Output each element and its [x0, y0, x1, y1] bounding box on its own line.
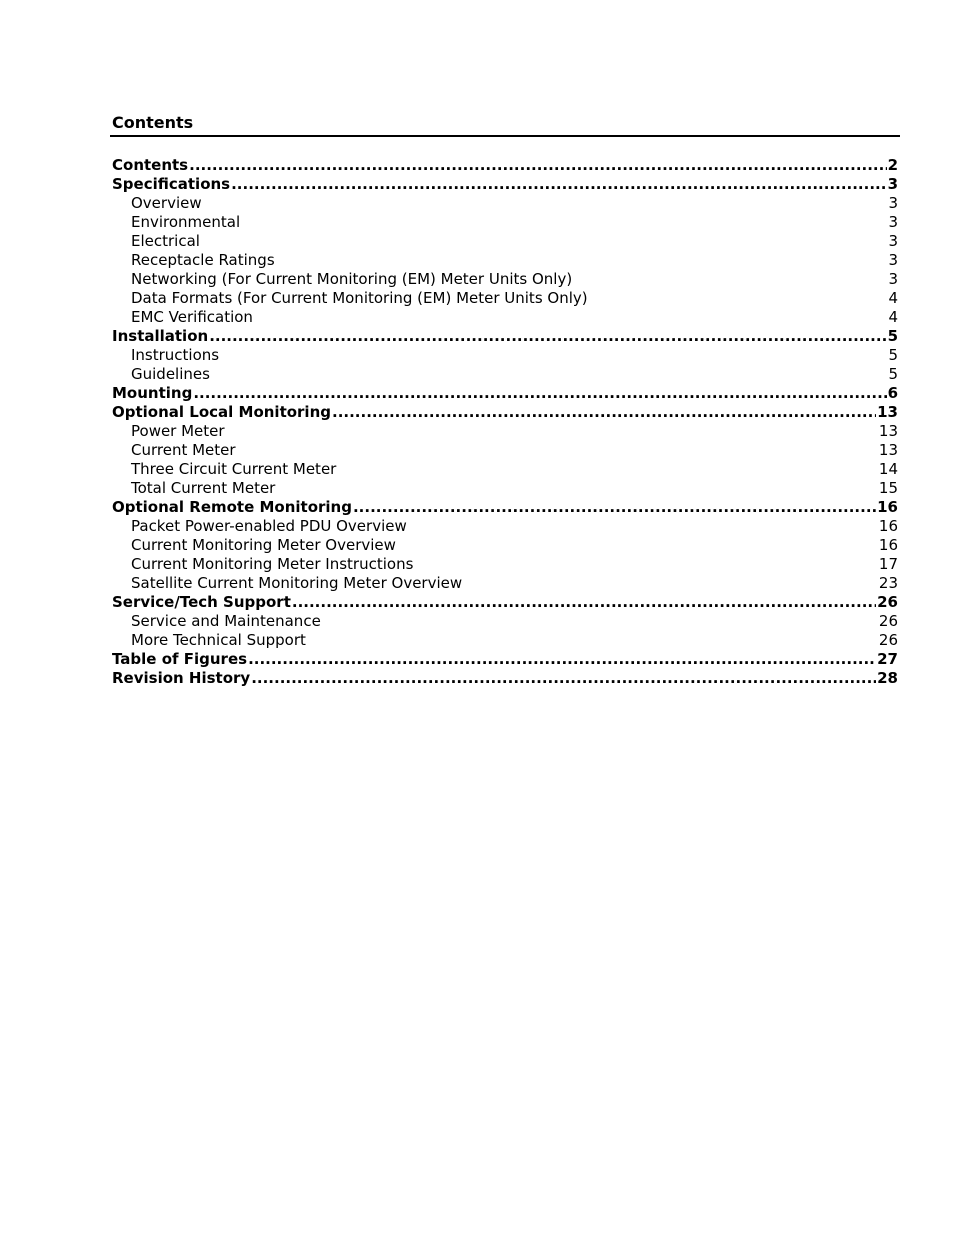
- toc-entry-label: Three Circuit Current Meter: [131, 460, 337, 478]
- toc-page-number: 16: [878, 536, 898, 554]
- page-title: Contents: [112, 113, 194, 132]
- toc-dot-leader: [332, 403, 876, 422]
- toc-page-number: 13: [877, 403, 898, 421]
- toc-entry-label: Receptacle Ratings: [131, 251, 275, 269]
- toc-page-number: 3: [888, 194, 898, 212]
- toc-entry-label: Environmental: [131, 213, 241, 231]
- toc-page-number: 16: [877, 498, 898, 516]
- toc-entry-label: Data Formats (For Current Monitoring (EM) Meter Units Only): [131, 289, 588, 307]
- toc-entry-label: Current Meter: [131, 441, 236, 459]
- toc-subsection-link[interactable]: [112, 213, 898, 232]
- toc-page-number: 3: [888, 251, 898, 269]
- toc-page-number: 5: [887, 327, 898, 345]
- toc-subsection-link[interactable]: [112, 308, 898, 327]
- toc-section-link[interactable]: [112, 593, 898, 612]
- toc-page-number: 16: [878, 517, 898, 535]
- toc-dot-leader: [231, 175, 886, 194]
- toc-subsection-link[interactable]: [112, 536, 898, 555]
- toc-entry-label: Overview: [131, 194, 202, 212]
- toc-page-number: 23: [878, 574, 898, 592]
- toc-subsection-link[interactable]: [112, 346, 898, 365]
- toc-subsection-link[interactable]: [112, 574, 898, 593]
- toc-subsection-link[interactable]: [112, 631, 898, 650]
- toc-dot-leader: [193, 384, 886, 403]
- toc-section-link[interactable]: [112, 384, 898, 403]
- toc-page-number: 6: [887, 384, 898, 402]
- toc-dot-leader: [209, 327, 886, 346]
- toc-entry-label: Service/Tech Support: [112, 593, 291, 611]
- toc-entry-label: Mounting: [112, 384, 193, 402]
- toc-subsection-link[interactable]: [112, 194, 898, 213]
- toc-section-link[interactable]: [112, 327, 898, 346]
- toc-section-link[interactable]: [112, 669, 898, 688]
- toc-entry-label: Table of Figures: [112, 650, 248, 668]
- toc-page-number: 3: [888, 232, 898, 250]
- toc-section-link[interactable]: [112, 650, 898, 669]
- toc-entry-label: Specifications: [112, 175, 231, 193]
- toc-page-number: 17: [878, 555, 898, 573]
- toc-subsection-link[interactable]: [112, 441, 898, 460]
- toc-page-number: 26: [877, 593, 898, 611]
- title-divider: [110, 135, 900, 137]
- toc-subsection-link[interactable]: [112, 270, 898, 289]
- toc-entry-label: Optional Local Monitoring: [112, 403, 331, 421]
- toc-entry-label: Current Monitoring Meter Overview: [131, 536, 396, 554]
- toc-entry-label: Electrical: [131, 232, 200, 250]
- toc-entry-label: Contents: [112, 156, 189, 174]
- toc-page-number: 3: [888, 213, 898, 231]
- toc-entry-label: Total Current Meter: [131, 479, 276, 497]
- toc-entry-label: Installation: [112, 327, 209, 345]
- toc-subsection-link[interactable]: [112, 365, 898, 384]
- toc-subsection-link[interactable]: [112, 612, 898, 631]
- toc-section-link[interactable]: [112, 175, 898, 194]
- toc-entry-label: Satellite Current Monitoring Meter Overview: [131, 574, 463, 592]
- toc-section-link[interactable]: [112, 156, 898, 175]
- toc-entry-label: Optional Remote Monitoring: [112, 498, 352, 516]
- toc-dot-leader: [353, 498, 876, 517]
- toc-subsection-link[interactable]: [112, 555, 898, 574]
- toc-dot-leader: [292, 593, 876, 612]
- toc-dot-leader: [248, 650, 876, 669]
- toc-page-number: 4: [888, 289, 898, 307]
- toc-page-number: 4: [888, 308, 898, 326]
- toc-dot-leader: [251, 669, 876, 688]
- toc-subsection-link[interactable]: [112, 422, 898, 441]
- toc-subsection-link[interactable]: [112, 517, 898, 536]
- toc-page-number: 5: [888, 365, 898, 383]
- toc-section-link[interactable]: [112, 403, 898, 422]
- toc-page-number: 13: [878, 422, 898, 440]
- toc-subsection-link[interactable]: [112, 289, 898, 308]
- toc-page-number: 28: [877, 669, 898, 687]
- toc-entry-label: Revision History: [112, 669, 251, 687]
- toc-entry-label: EMC Verification: [131, 308, 253, 326]
- toc-page-number: 13: [878, 441, 898, 459]
- toc-page-number: 5: [888, 346, 898, 364]
- toc-page-number: 26: [878, 612, 898, 630]
- toc-entry-label: Instructions: [131, 346, 220, 364]
- toc-page-number: 15: [878, 479, 898, 497]
- toc-entry-label: Power Meter: [131, 422, 225, 440]
- toc-entry-label: Service and Maintenance: [131, 612, 321, 630]
- toc-dot-leader: [189, 156, 886, 175]
- toc-entry-label: More Technical Support: [131, 631, 306, 649]
- toc-entry-label: Guidelines: [131, 365, 210, 383]
- toc-subsection-link[interactable]: [112, 479, 898, 498]
- toc-subsection-link[interactable]: [112, 460, 898, 479]
- toc-subsection-link[interactable]: [112, 232, 898, 251]
- toc-entry-label: Networking (For Current Monitoring (EM) Meter Units Only): [131, 270, 573, 288]
- toc-entry-label: Current Monitoring Meter Instructions: [131, 555, 414, 573]
- toc-page-number: 3: [888, 270, 898, 288]
- table-of-contents: [112, 156, 898, 688]
- toc-page-number: 27: [877, 650, 898, 668]
- toc-page-number: 26: [878, 631, 898, 649]
- toc-page-number: 3: [887, 175, 898, 193]
- toc-page-number: 2: [887, 156, 898, 174]
- toc-section-link[interactable]: [112, 498, 898, 517]
- toc-subsection-link[interactable]: [112, 251, 898, 270]
- toc-entry-label: Packet Power-enabled PDU Overview: [131, 517, 407, 535]
- toc-page-number: 14: [878, 460, 898, 478]
